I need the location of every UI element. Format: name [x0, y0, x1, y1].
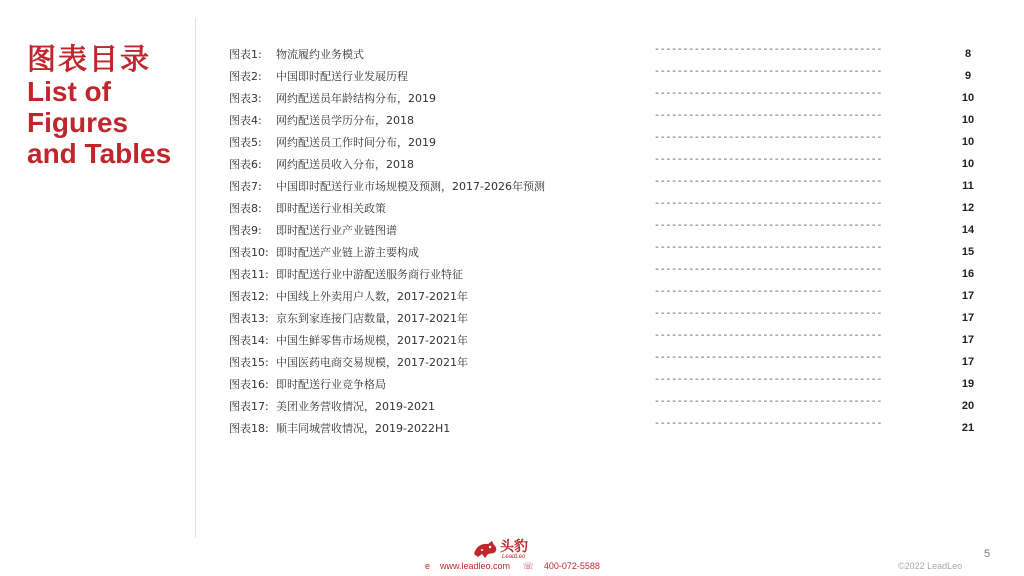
toc-item[interactable]: [229, 174, 989, 196]
toc-item[interactable]: [229, 218, 989, 240]
toc-item[interactable]: [229, 284, 989, 306]
toc-item-title: 网约配送员收入分布，2018: [276, 158, 414, 171]
toc-item-page: 10: [961, 114, 975, 126]
toc-item-label: 图表3:: [229, 92, 262, 105]
toc-item-page: 16: [961, 268, 975, 280]
toc-item-label: 图表9:: [229, 224, 262, 237]
toc-item-label: 图表6:: [229, 158, 262, 171]
title-cn: 图表目录: [27, 42, 152, 76]
toc-item-label: 图表17:: [229, 400, 269, 413]
toc-item[interactable]: [229, 152, 989, 174]
toc-item[interactable]: [229, 262, 989, 284]
toc-item-title: 中国即时配送行业市场规模及预测，2017-2026年预测: [276, 180, 545, 193]
title-en-line-1: List of: [27, 76, 111, 107]
toc-item-title: 中国即时配送行业发展历程: [276, 70, 408, 83]
toc-item[interactable]: [229, 394, 989, 416]
brand-name-cn: 头豹: [500, 539, 528, 555]
globe-icon: e: [425, 561, 431, 571]
toc-item[interactable]: [229, 130, 989, 152]
toc-item-leader: ----------------------------------------: [654, 287, 883, 298]
toc-item-leader: ----------------------------------------: [654, 133, 883, 144]
toc-item-leader: ----------------------------------------: [654, 309, 883, 320]
toc-item-page: 17: [961, 356, 975, 368]
toc-item-title: 即时配送行业相关政策: [276, 202, 386, 215]
toc-item-title: 顺丰同城营收情况，2019-2022H1: [276, 422, 451, 435]
toc-item-leader: ----------------------------------------: [654, 331, 883, 342]
phone-number: 400-072-5588: [543, 561, 600, 571]
page-title: [27, 42, 192, 169]
toc-item-leader: ----------------------------------------: [654, 419, 883, 430]
toc-item-page: 19: [961, 378, 975, 390]
toc-item-leader: ----------------------------------------: [654, 353, 883, 364]
toc-item[interactable]: [229, 372, 989, 394]
toc-item-label: 图表15:: [229, 356, 269, 369]
toc-item-label: 图表2:: [229, 70, 262, 83]
toc-item-title: 即时配送行业产业链图谱: [276, 224, 397, 237]
toc-item-leader: ----------------------------------------: [654, 45, 883, 56]
phone-icon: ☏: [522, 561, 534, 571]
toc-item[interactable]: [229, 42, 989, 64]
toc-item-leader: ----------------------------------------: [654, 177, 883, 188]
toc-item-leader: ----------------------------------------: [654, 243, 883, 254]
toc-item-page: 9: [964, 70, 972, 82]
toc-item-title: 即时配送行业竞争格局: [276, 378, 386, 391]
toc-item-page: 20: [961, 400, 975, 412]
toc-item-page: 8: [964, 48, 972, 60]
toc-item-label: 图表18:: [229, 422, 269, 435]
toc-item-label: 图表4:: [229, 114, 262, 127]
toc-item-page: 14: [961, 224, 975, 236]
toc-item-leader: ----------------------------------------: [654, 265, 883, 276]
toc-item-label: 图表10:: [229, 246, 269, 259]
toc-list: [229, 42, 989, 438]
toc-item-title: 中国线上外卖用户人数，2017-2021年: [276, 290, 468, 303]
footer-contact: [425, 561, 610, 572]
toc-item-title: 中国医药电商交易规模，2017-2021年: [276, 356, 468, 369]
toc-item-label: 图表7:: [229, 180, 262, 193]
toc-item-leader: ----------------------------------------: [654, 375, 883, 386]
toc-item-label: 图表5:: [229, 136, 262, 149]
toc-item-title: 中国生鲜零售市场规模，2017-2021年: [276, 334, 468, 347]
toc-item-title: 网约配送员年龄结构分布，2019: [276, 92, 436, 105]
toc-item-title: 即时配送行业中游配送服务商行业特征: [276, 268, 463, 281]
toc-item-page: 17: [961, 334, 975, 346]
toc-item-page: 15: [961, 246, 975, 258]
copyright-text: ©2022 LeadLeo: [898, 561, 963, 571]
toc-item-label: 图表13:: [229, 312, 269, 325]
toc-item-page: 12: [961, 202, 975, 214]
toc-item[interactable]: [229, 350, 989, 372]
toc-item-label: 图表14:: [229, 334, 269, 347]
toc-item-label: 图表8:: [229, 202, 262, 215]
toc-item-label: 图表16:: [229, 378, 269, 391]
toc-item-title: 网约配送员工作时间分布，2019: [276, 136, 436, 149]
toc-item[interactable]: [229, 196, 989, 218]
toc-item-leader: ----------------------------------------: [654, 67, 883, 78]
brand-name-en: LeadLeo: [502, 554, 526, 560]
toc-item[interactable]: [229, 86, 989, 108]
toc-item-leader: ----------------------------------------: [654, 199, 883, 210]
toc-item[interactable]: [229, 328, 989, 350]
toc-item-leader: ----------------------------------------: [654, 89, 883, 100]
toc-item-leader: ----------------------------------------: [654, 397, 883, 408]
toc-item-title: 即时配送产业链上游主要构成: [276, 246, 419, 259]
toc-item-page: 11: [962, 180, 974, 192]
toc-item-page: 17: [961, 290, 975, 302]
toc-item[interactable]: [229, 64, 989, 86]
divider-line: [195, 18, 196, 538]
page-number: 5: [984, 548, 991, 560]
toc-item-title: 网约配送员学历分布，2018: [276, 114, 414, 127]
toc-item-label: 图表1:: [229, 48, 262, 61]
toc-item[interactable]: [229, 416, 989, 438]
toc-item-page: 10: [961, 158, 975, 170]
title-en-line-3: and Tables: [27, 138, 172, 169]
title-en-line-2: Figures: [27, 107, 129, 138]
toc-item-label: 图表12:: [229, 290, 269, 303]
toc-item-label: 图表11:: [229, 268, 269, 281]
toc-item-page: 10: [961, 92, 975, 104]
toc-item-title: 美团业务营收情况，2019-2021: [276, 400, 435, 413]
toc-item-page: 17: [961, 312, 975, 324]
toc-item-leader: ----------------------------------------: [654, 111, 883, 122]
toc-item[interactable]: [229, 306, 989, 328]
toc-item-page: 21: [961, 422, 975, 434]
toc-item-leader: ----------------------------------------: [654, 221, 883, 232]
website-link[interactable]: www.leadleo.com: [440, 561, 511, 571]
toc-item-title: 物流履约业务模式: [276, 48, 364, 61]
toc-item-title: 京东到家连接门店数量，2017-2021年: [276, 312, 468, 325]
toc-item[interactable]: [229, 240, 989, 262]
toc-item-page: 10: [961, 136, 975, 148]
toc-item[interactable]: [229, 108, 989, 130]
toc-item-leader: ----------------------------------------: [654, 155, 883, 166]
